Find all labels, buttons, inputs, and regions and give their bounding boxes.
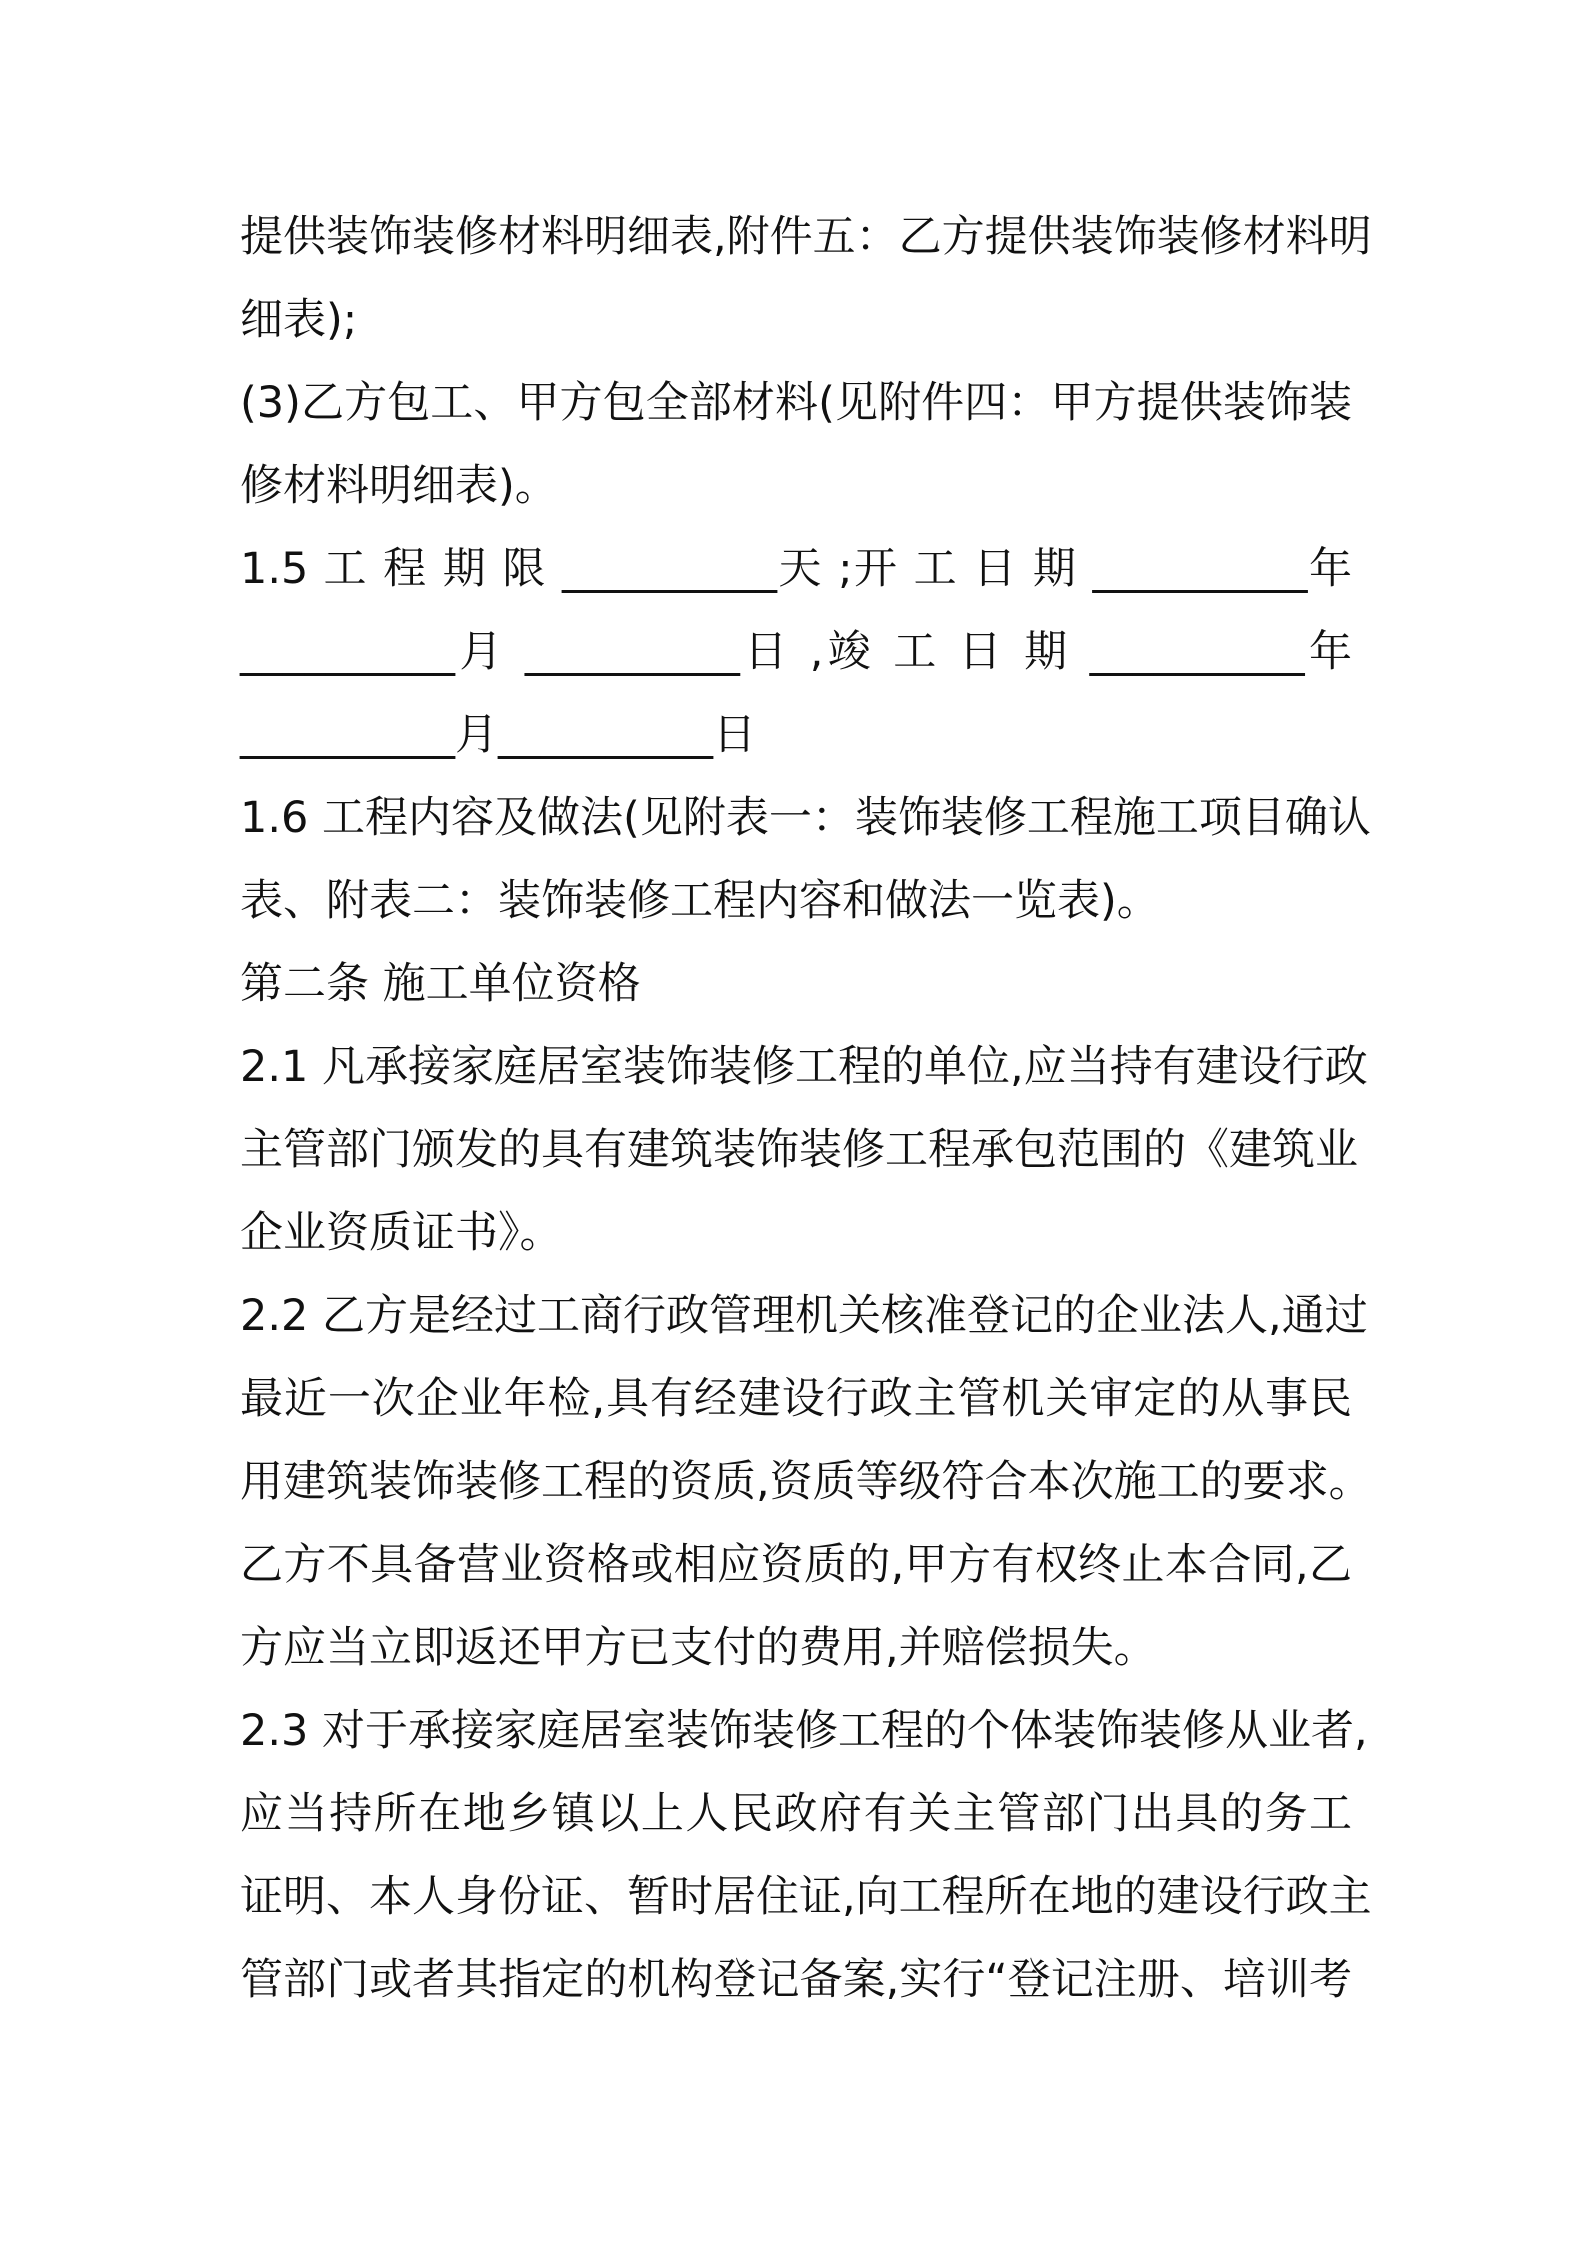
- text-line-16: 用建筑装饰装修工程的资质,资质等级符合本次施工的要求。: [240, 1457, 1372, 1507]
- text-line-6-completion-date: __________月 __________日 ,竣 工 日 期 __________年: [240, 627, 1352, 677]
- text-line-19-section-2-3: 2.3 对于承接家庭居室装饰装修工程的个体装饰装修从业者,: [240, 1706, 1368, 1756]
- article-2-heading: 第二条 施工单位资格: [240, 959, 641, 1009]
- text-line-17: 乙方不具备营业资格或相应资质的,甲方有权终止本合同,乙: [240, 1540, 1352, 1590]
- text-line-12: 主管部门颁发的具有建筑装饰装修工程承包范围的《建筑业: [240, 1125, 1358, 1175]
- text-line-22: 管部门或者其指定的机构登记备案,实行“登记注册、培训考: [240, 1955, 1352, 2005]
- text-line-20: 应当持所在地乡镇以上人民政府有关主管部门出具的务工: [240, 1789, 1352, 1839]
- text-line-14-section-2-2: 2.2 乙方是经过工商行政管理机关核准登记的企业法人,通过: [240, 1291, 1368, 1341]
- text-line-1: 提供装饰装修材料明细表,附件五：乙方提供装饰装修材料明: [240, 212, 1372, 262]
- text-line-11-section-2-1: 2.1 凡承接家庭居室装饰装修工程的单位,应当持有建设行政: [240, 1042, 1368, 1092]
- text-line-8-section-1-6: 1.6 工程内容及做法(见附表一：装饰装修工程施工项目确认: [240, 793, 1371, 843]
- text-line-15: 最近一次企业年检,具有经建设行政主管机关审定的从事民: [240, 1374, 1352, 1424]
- contract-text-body: [240, 196, 1372, 2022]
- text-line-21: 证明、本人身份证、暂时居住证,向工程所在地的建设行政主: [240, 1872, 1372, 1922]
- text-line-2: 细表);: [240, 295, 358, 345]
- text-line-9: 表、附表二：装饰装修工程内容和做法一览表)。: [240, 876, 1160, 926]
- text-line-7: __________月__________日: [240, 710, 756, 760]
- text-line-4: 修材料明细表)。: [240, 461, 558, 511]
- text-line-3: (3)乙方包工、甲方包全部材料(见附件四：甲方提供装饰装: [240, 378, 1352, 428]
- text-line-5-project-duration: 1.5 工 程 期 限 __________天 ;开 工 日 期 __________年: [240, 544, 1352, 594]
- text-line-18: 方应当立即返还甲方已支付的费用,并赔偿损失。: [240, 1623, 1157, 1673]
- text-line-13: 企业资质证书》。: [240, 1208, 563, 1258]
